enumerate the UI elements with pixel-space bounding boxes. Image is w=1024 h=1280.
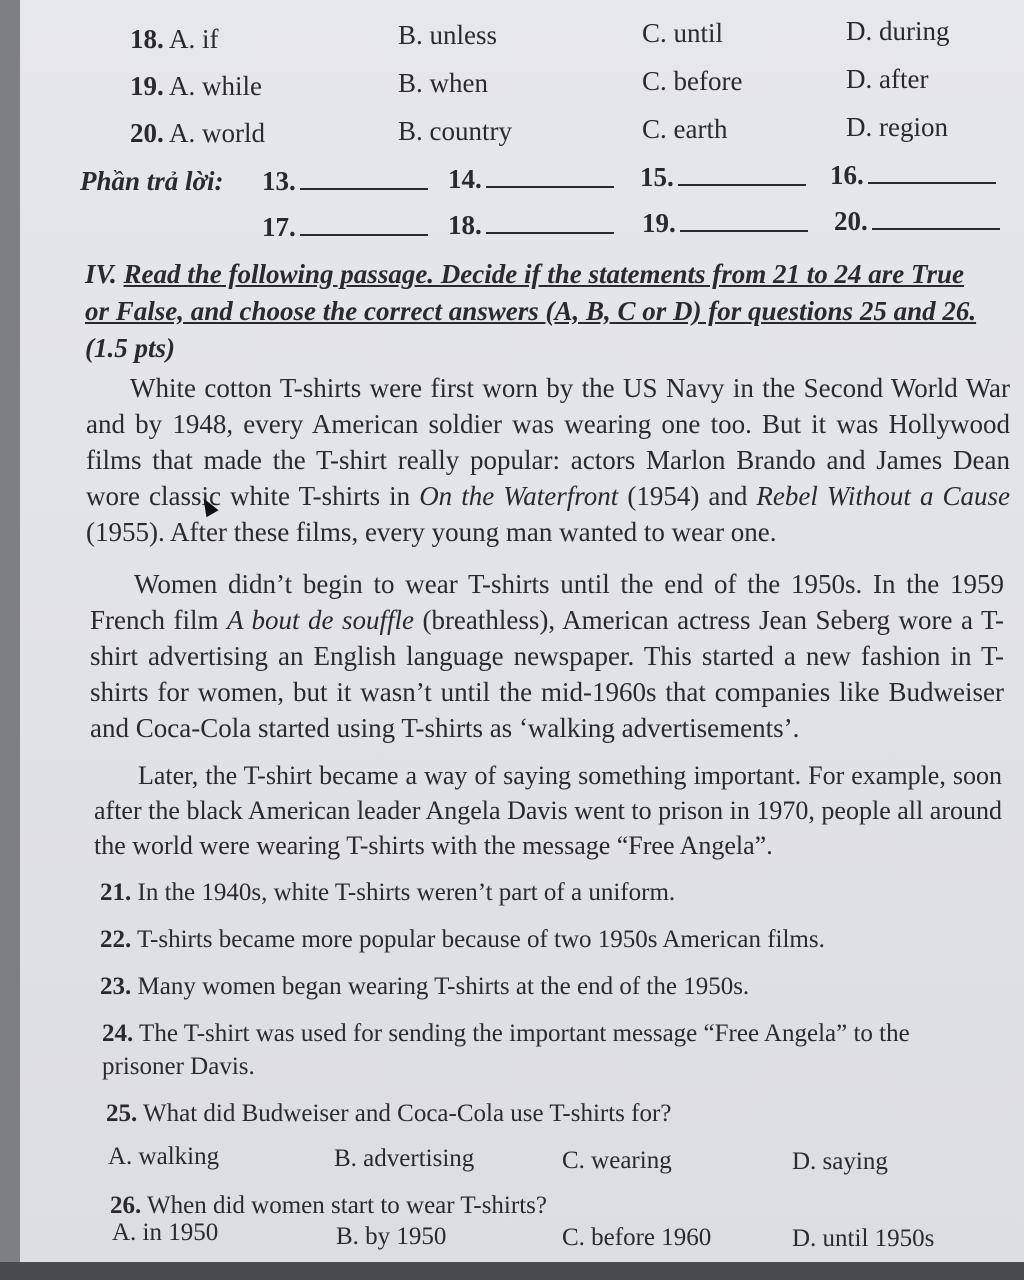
option-a: A. world xyxy=(169,118,266,148)
answer-number: 16. xyxy=(830,160,864,190)
q26-option-d[interactable]: D. until 1950s xyxy=(792,1225,935,1252)
question-26 xyxy=(110,1189,547,1222)
answer-label: Phần trả lời: xyxy=(80,166,224,196)
film-title: Rebel Without a Cause xyxy=(756,481,1010,511)
worksheet-page xyxy=(20,0,1024,1262)
option-c: C. until xyxy=(642,18,724,48)
passage-text: Later, the T-shirt became a way of saying something important. For example, soon after the black American leader Angela Davis went to prison in 1970, people all around the world were wearing T-shirts with the message “Free Angela”. xyxy=(94,761,1002,860)
answer-blank[interactable] xyxy=(872,206,1000,230)
option-d: D. during xyxy=(846,16,950,46)
answer-slot-17[interactable] xyxy=(262,212,428,243)
statement-text: Many women began wearing T-shirts at the end of the 1950s. xyxy=(131,973,750,1000)
film-title: On the Waterfront xyxy=(419,481,619,511)
passage-paragraph-3 xyxy=(94,758,1002,863)
option-b: B. unless xyxy=(398,20,498,50)
statement-23 xyxy=(100,970,749,1003)
question-25 xyxy=(106,1097,671,1130)
section-number: IV. xyxy=(85,259,124,289)
option-c: C. before xyxy=(642,66,743,96)
question-number: 20. xyxy=(130,118,164,148)
answer-slot-16[interactable] xyxy=(830,160,996,191)
q26-option-c[interactable]: C. before 1960 xyxy=(562,1224,712,1251)
answer-blank[interactable] xyxy=(868,160,996,184)
answer-slot-20[interactable] xyxy=(834,206,1000,237)
question-number: 19. xyxy=(130,71,164,101)
section-points: (1.5 pts) xyxy=(85,333,175,363)
statement-text: T-shirts became more popular because of two 1950s American films. xyxy=(131,926,825,953)
answer-blank[interactable] xyxy=(300,212,428,236)
option-a: A. if xyxy=(169,24,219,54)
passage-text: (1954) and xyxy=(618,481,757,511)
answer-number: 14. xyxy=(448,164,482,194)
option-b: B. when xyxy=(398,68,488,98)
q26-option-a[interactable]: A. in 1950 xyxy=(112,1219,219,1246)
option-row-19 xyxy=(130,71,262,102)
statement-number: 24. xyxy=(102,1020,134,1047)
q26-option-b[interactable]: B. by 1950 xyxy=(336,1223,447,1250)
q25-option-c[interactable]: C. wearing xyxy=(562,1147,672,1174)
page-left-edge xyxy=(0,0,20,1262)
answer-number: 20. xyxy=(834,206,868,236)
heading-line-2: or False, and choose the correct answers (A, B, C or D) for questions 25 and 26. xyxy=(85,296,977,326)
answer-blank[interactable] xyxy=(300,166,428,190)
passage-text: (breathless), American actress Jean Seberg wore a T-shirt advertising an English language newspaper. This started a new fashion in T-shirts for women, but it wasn’t until the mid-1960s that companies like Budweiser and Coca-Cola started using T-shirts as ‘walking advertisements’. xyxy=(90,605,1004,743)
passage-text: (1955). After these films, every young man wanted to wear one. xyxy=(86,517,777,547)
option-d: D. after xyxy=(846,64,929,94)
question-number: 25. xyxy=(106,1100,138,1127)
option-b: B. country xyxy=(398,116,512,146)
question-number: 18. xyxy=(130,24,164,54)
option-d: D. region xyxy=(846,112,948,142)
question-number: 26. xyxy=(110,1192,142,1219)
option-c: C. earth xyxy=(642,114,728,144)
statement-number: 23. xyxy=(100,973,132,1000)
answer-blank[interactable] xyxy=(680,208,808,232)
answer-slot-14[interactable] xyxy=(448,164,614,195)
answer-blank[interactable] xyxy=(486,210,614,234)
answer-slot-15[interactable] xyxy=(640,162,806,193)
statement-number: 21. xyxy=(100,879,132,906)
statement-22 xyxy=(100,923,825,956)
passage-paragraph-1 xyxy=(86,370,1010,550)
section-heading xyxy=(85,256,1020,367)
statement-text: In the 1940s, white T-shirts weren’t part of a uniform. xyxy=(131,879,676,906)
answer-slot-19[interactable] xyxy=(642,208,808,239)
answer-blank[interactable] xyxy=(678,162,806,186)
option-row-20 xyxy=(130,118,265,149)
answer-slot-18[interactable] xyxy=(448,210,614,241)
answer-number: 18. xyxy=(448,210,482,240)
option-a: A. while xyxy=(169,71,262,101)
answer-blank[interactable] xyxy=(486,164,614,188)
bottom-bar xyxy=(0,1262,1024,1280)
question-text: What did Budweiser and Coca-Cola use T-shirts for? xyxy=(137,1100,672,1127)
q25-option-b[interactable]: B. advertising xyxy=(334,1145,475,1172)
answer-slot-13[interactable] xyxy=(262,166,428,197)
statement-number: 22. xyxy=(100,926,132,953)
statement-text: The T-shirt was used for sending the important message “Free Angela” to the prisoner Davis. xyxy=(102,1020,910,1080)
option-row-18 xyxy=(130,24,219,55)
heading-line-1: Read the following passage. Decide if the statements from 21 to 24 are True xyxy=(123,259,965,289)
q25-option-d[interactable]: D. saying xyxy=(792,1148,888,1175)
answer-number: 17. xyxy=(262,212,296,242)
statement-24 xyxy=(102,1017,982,1083)
passage-paragraph-2 xyxy=(90,566,1004,746)
answer-number: 19. xyxy=(642,208,676,238)
passage-text: White cotton T-shirts were first worn by the US Navy in the Second World War and by 1948, every American soldier was wearing one too. But it was Hollywood films that made the T-shirt really popular: actors Marlon Brando and James Dean wore classic white T-shirts in xyxy=(86,373,1010,511)
statement-21 xyxy=(100,876,675,909)
answer-number: 15. xyxy=(640,162,674,192)
question-text: When did women start to wear T-shirts? xyxy=(141,1192,547,1219)
film-title: A bout de souffle xyxy=(226,605,414,635)
passage-text: Women didn’t begin to wear T-shirts until the end of the 1950s. In the 1959 French film xyxy=(90,569,1004,635)
answer-number: 13. xyxy=(262,166,296,196)
q25-option-a[interactable]: A. walking xyxy=(108,1143,220,1170)
